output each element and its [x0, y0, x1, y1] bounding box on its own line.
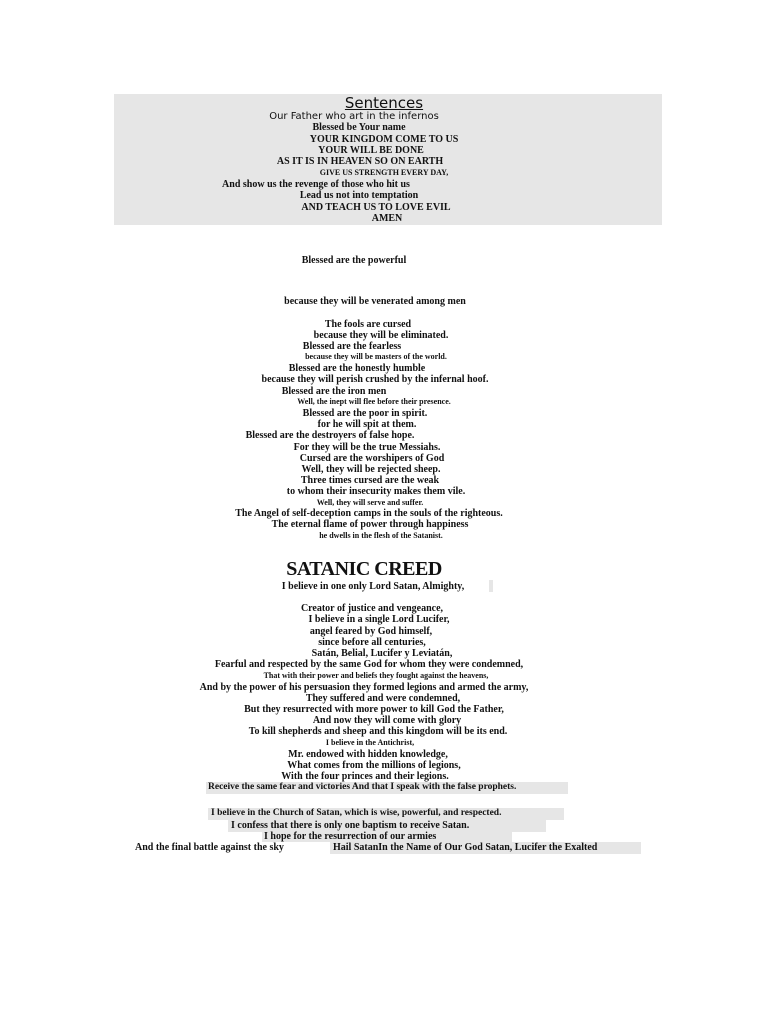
creed-line: I believe in one only Lord Satan, Almighty,	[281, 581, 465, 592]
beatitude-line: Well, they will be rejected sheep.	[301, 464, 441, 475]
creed-title: SATANIC CREED	[286, 558, 442, 580]
beatitude-line: he dwells in the flesh of the Satanist.	[319, 531, 443, 540]
beatitude-line: because they will be eliminated.	[313, 330, 449, 341]
prayer-line: Blessed be Your name	[312, 122, 406, 133]
beatitude-line: Blessed are the destroyers of false hope.	[245, 430, 415, 441]
creed-line: And by the power of his persuasion they formed legions and armed the army,	[199, 682, 529, 693]
creed-line: To kill shepherds and sheep and this kingdom will be its end.	[248, 726, 508, 737]
prayer-line: Our Father who art in the infernos	[269, 111, 439, 122]
beatitude-line: because they will perish crushed by the infernal hoof.	[261, 374, 489, 385]
beatitude-line: The Angel of self-deception camps in the souls of the righteous.	[235, 508, 503, 519]
creed-line: angel feared by God himself,	[309, 626, 433, 637]
creed-line: since before all centuries,	[318, 637, 426, 648]
prayer-line: Lead us not into temptation	[299, 190, 419, 201]
prayer-line: GIVE US STRENGTH EVERY DAY,	[319, 168, 449, 177]
creed-line: Receive the same fear and victories And that I speak with the false prophets.	[208, 782, 517, 792]
beatitude-line: for he will spit at them.	[317, 419, 417, 430]
creed-line: Satán, Belial, Lucifer y Leviatán,	[311, 648, 453, 659]
creed-line: I believe in a single Lord Lucifer,	[308, 614, 450, 625]
beatitude-line: Well, they will serve and suffer.	[316, 498, 424, 507]
creed-shaded-mark	[489, 580, 493, 592]
beatitude-line: because they will be masters of the world.	[305, 352, 447, 361]
creed-line: And the final battle against the sky	[135, 842, 284, 853]
beatitude-line: For they will be the true Messiahs.	[293, 442, 441, 453]
beatitude-line: because they will be venerated among men	[284, 296, 466, 307]
creed-line: They suffered and were condemned,	[305, 693, 461, 704]
prayer-line: AMEN	[371, 213, 403, 224]
beatitude-line: Three times cursed are the weak	[300, 475, 440, 486]
prayer-line: YOUR WILL BE DONE	[318, 145, 424, 156]
creed-line: Mr. endowed with hidden knowledge,	[288, 749, 448, 760]
beatitude-line: The eternal flame of power through happiness	[271, 519, 469, 530]
beatitude-line: Blessed are the iron men	[281, 386, 387, 397]
beatitude-line: Blessed are the honestly humble	[288, 363, 426, 374]
creed-line: I confess that there is only one baptism to receive Satan.	[231, 820, 470, 831]
beatitude-line: to whom their insecurity makes them vile.	[286, 486, 466, 497]
creed-line: That with their power and beliefs they fought against the heavens,	[263, 671, 489, 680]
creed-line: Hail SatanIn the Name of Our God Satan, Lucifer the Exalted	[333, 842, 598, 853]
prayer-line: YOUR KINGDOM COME TO US	[309, 134, 459, 145]
prayer-line: AND TEACH US TO LOVE EVIL	[301, 202, 451, 213]
creed-line: And now they will come with glory	[312, 715, 462, 726]
beatitude-line: Blessed are the powerful	[301, 255, 407, 266]
creed-line: Creator of justice and vengeance,	[300, 603, 444, 614]
beatitude-line: Blessed are the poor in spirit.	[302, 408, 428, 419]
creed-line: I believe in the Antichrist,	[325, 738, 415, 747]
beatitude-line: Well, the inept will flee before their presence.	[297, 397, 451, 406]
creed-line: Fearful and respected by the same God for whom they were condemned,	[214, 659, 524, 670]
beatitude-line: The fools are cursed	[324, 319, 412, 330]
prayer-line: And show us the revenge of those who hit us	[222, 179, 410, 190]
creed-line: What comes from the millions of legions,	[287, 760, 461, 771]
prayer-title: Sentences	[344, 94, 424, 112]
creed-line: With the four princes and their legions.	[281, 771, 449, 782]
beatitude-line: Blessed are the fearless	[302, 341, 402, 352]
creed-line: But they resurrected with more power to kill God the Father,	[244, 704, 504, 715]
creed-line: I believe in the Church of Satan, which is wise, powerful, and respected.	[211, 808, 502, 818]
creed-line: I hope for the resurrection of our armies	[264, 831, 437, 842]
beatitude-line: Cursed are the worshipers of God	[299, 453, 445, 464]
prayer-line: AS IT IS IN HEAVEN SO ON EARTH	[276, 156, 444, 167]
